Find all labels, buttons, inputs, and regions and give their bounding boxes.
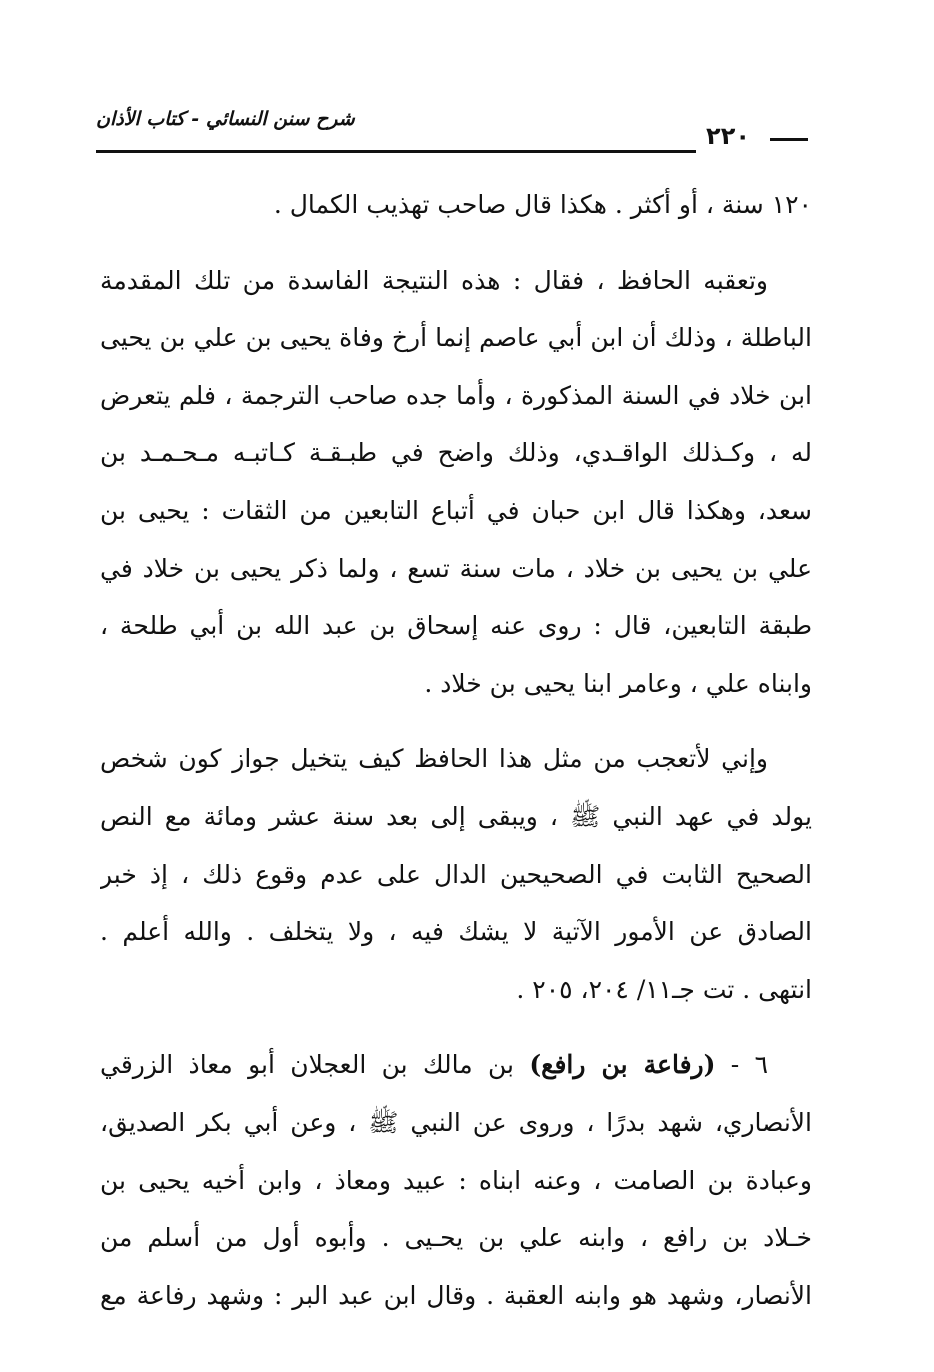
text-line: الأنصار، وشهد هو وابنه العقبة . وقال ابن عبد البر : وشهد رفاعة مع	[100, 1280, 812, 1310]
entry-first-line-rest: بن مالك بن العجلان أبو معاذ الزرقي	[100, 1050, 530, 1080]
text-line: علي بن يحيى بن خلاد ، مات سنة تسع ، ولما ذكر يحيى بن خلاد في	[100, 553, 812, 583]
entry-number: ٦ -	[715, 1050, 769, 1080]
header-rule	[96, 150, 696, 153]
text-line: انتهى . تت جـ١١/ ٢٠٤، ٢٠٥ .	[516, 974, 812, 1004]
text-line: وإني لأتعجب من مثل هذا الحافظ كيف يتخيل جواز كون شخص	[100, 744, 768, 774]
text-line: ١٢٠ سنة ، أو أكثر . هكذا قال صاحب تهذيب الكمال .	[273, 190, 812, 219]
text-line: وعبادة بن الصامت ، وعنه ابناه : عبيد ومعاذ ، وابن أخيه يحيى بن	[100, 1165, 812, 1195]
text-line: طبقة التابعين، قال : روى عنه إسحاق بن عبد الله بن أبي طلحة ،	[100, 611, 812, 641]
page-header	[96, 108, 808, 152]
entry-name: (رفاعة بن رافع)	[529, 1050, 716, 1080]
text-line: له ، وكـذلك الواقـدي، وذلك واضح في طبـقـة كـاتبـه مـحـمـد بن	[100, 438, 812, 468]
page-number: ٢٢٠	[706, 122, 750, 150]
text-line: ابن خلاد في السنة المذكورة ، وأما جده صاحب الترجمة ، فلم يتعرض	[100, 380, 812, 410]
text-line: سعد، وهكذا قال ابن حبان في أتباع التابعين من الثقات : يحيى بن	[100, 495, 812, 525]
text-line: الصادق عن الأمور الآتية لا يشك فيه ، ولا يتخلف . والله أعلم .	[100, 917, 812, 947]
text-line: الصحيح الثابت في الصحيحين الدال على عدم وقوع ذلك ، إذ خبر	[100, 859, 812, 889]
text-line: خـلاد بن رافع ، وابنه علي بن يحـيى . وأبوه أول من أسلم من	[100, 1223, 812, 1253]
running-title: شرح سنن النسائي - كتاب الأذان	[96, 108, 355, 130]
text-line: وتعقبه الحافظ ، فقال : هذه النتيجة الفاسدة من تلك المقدمة	[100, 265, 768, 295]
body-text	[100, 176, 812, 1324]
text-line: الأنصاري، شهد بدرًا ، وروى عن النبي ﷺ ، وعن أبي بكر الصديق،	[100, 1107, 812, 1137]
entry-first-line	[100, 1036, 812, 1094]
text-line: وابناه علي ، وعامر ابنا يحيى بن خلاد .	[424, 668, 812, 698]
text-line: يولد في عهد النبي ﷺ ، ويبقى إلى بعد سنة عشر ومائة مع النص	[100, 801, 812, 831]
header-dash	[770, 138, 808, 141]
text-line: الباطلة ، وذلك أن ابن أبي عاصم إنما أرخ وفاة يحيى بن علي بن يحيى	[100, 323, 812, 353]
